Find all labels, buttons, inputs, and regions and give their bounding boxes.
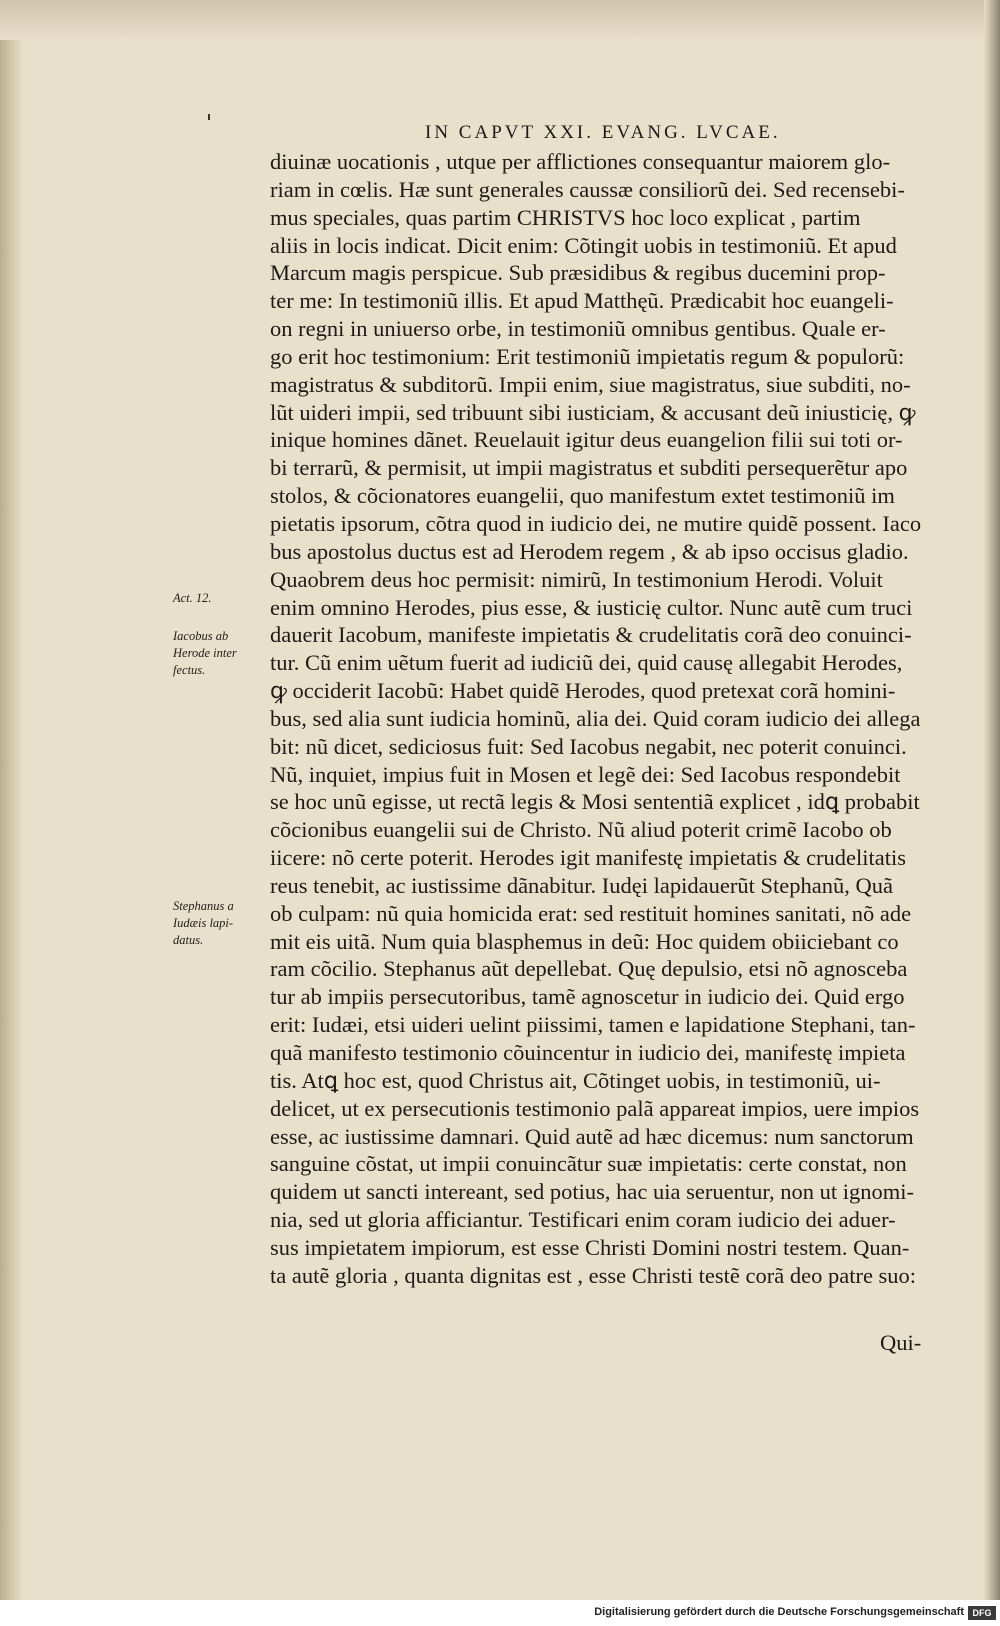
text-line: cõcionibus euangelii sui de Christo. Nũ aliud poterit crimẽ Iacobo ob [270, 817, 892, 843]
marginal-note-stephanus [173, 898, 234, 949]
marginal-line: Iudæis lapi- [173, 916, 234, 930]
marginal-note-acts [173, 590, 212, 607]
text-line: aliis in locis indicat. Dicit enim: Cõtingit uobis in testimoniũ. Et apud [270, 232, 897, 258]
page-top-edge [0, 0, 1000, 38]
text-line: tur. Cũ enim uẽtum fuerit ad iudiciũ dei, quid causę allegabit Herodes, [270, 650, 903, 676]
funding-notice: Digitalisierung gefördert durch die Deutsche Forschungsgemeinschaft [594, 1606, 964, 1618]
text-line: tis. Atꝗ hoc est, quod Christus ait, Cõtinget uobis, in testimoniũ, ui- [270, 1067, 881, 1093]
text-line: mit eis uitã. Num quia blasphemus in deũ: Hoc quidem obiiciebant co [270, 928, 899, 954]
text-line: delicet, ut ex persecutionis testimonio palã appareat impios, uere impios [270, 1095, 920, 1121]
text-line: esse, ac iustissime damnari. Quid autẽ ad hæc dicemus: num sanctorum [270, 1123, 914, 1149]
footer-bar [0, 1600, 1000, 1626]
running-head: IN CAPVT XXI. EVANG. LVCAE. [425, 122, 781, 143]
text-line: reus tenebit, ac iustissime dãnabitur. Iudęi lapidauerũt Stephanũ, Quã [270, 872, 893, 898]
text-line: dauerit Iacobum, manifeste impietatis & crudelitatis corã deo conuinci- [270, 622, 912, 648]
text-line: on regni in uniuerso orbe, in testimoniũ omnibus gentibus. Quale er- [270, 316, 886, 342]
marginal-note-iacobus [173, 628, 237, 679]
page-left-edge [0, 40, 22, 1600]
text-line: nia, sed ut gloria afficiantur. Testificari enim coram iudicio dei aduer- [270, 1207, 896, 1233]
text-line: mus speciales, quas partim CHRISTVS hoc loco explicat , partim [270, 204, 861, 230]
text-line: bi terrarũ, & permisit, ut impii magistratus et subditi persequerẽtur apo [270, 455, 908, 481]
page-right-edge [984, 0, 1000, 1600]
marginal-line: Stephanus a [173, 899, 234, 913]
text-line: riam in cœlis. Hæ sunt generales caussæ consiliorũ dei. Sed recensebi- [270, 176, 905, 202]
marginal-line: Act. 12. [173, 591, 212, 605]
text-line: se hoc unũ egisse, ut rectã legis & Mosi sententiã explicet , idꝗ probabit [270, 789, 920, 815]
text-line: Nũ, inquiet, impius fuit in Mosen et legẽ dei: Sed Iacobus respondebit [270, 761, 901, 787]
text-line: inique homines dãnet. Reuelauit igitur deus euangelion filii sui toti or- [270, 427, 903, 453]
text-line: quã manifesto testimonio cõuincentur in iudicio dei, manifestę impieta [270, 1040, 906, 1065]
text-line: ta autẽ gloria , quanta dignitas est , esse Christi testẽ corã deo patre suo: [270, 1262, 917, 1288]
marginal-line: datus. [173, 933, 204, 947]
text-line: ram cõcilio. Stephanus aũt depellebat. Quę depulsio, etsi nõ agnosceba [270, 956, 908, 982]
text-line: bus, sed alia sunt iudicia hominũ, alia dei. Quid coram iudicio dei allega [270, 705, 921, 731]
ink-mark [208, 114, 210, 120]
catchword: Qui- [880, 1330, 922, 1355]
text-line: sanguine cõstat, ut impii conuincãtur suæ impietatis: certe constat, non [270, 1151, 907, 1177]
text-line: iicere: nõ certe poterit. Herodes igit manifestę impietatis & crudelitatis [270, 845, 907, 871]
text-line: bit: nũ dicet, sediciosus fuit: Sed Iacobus negabit, nec poterit conuinci. [270, 733, 907, 759]
text-line: pietatis ipsorum, cõtra quod in iudicio dei, ne mutire quidẽ possent. Iaco [270, 510, 922, 536]
text-line: magistratus & subditorũ. Impii enim, siue magistratus, siue subditi, no- [270, 371, 911, 397]
text-line: bus apostolus ductus est ad Herodem regem , & ab ipso occisus gladio. [270, 538, 909, 564]
text-line: ꝙ occiderit Iacobũ: Habet quidẽ Herodes, quod pretexat corã homini- [270, 678, 896, 704]
text-line: enim omnino Herodes, pius esse, & iusticię cultor. Nunc autẽ cum truci [270, 594, 913, 620]
text-line: tur ab impiis persecutoribus, tamẽ agnoscetur in iudicio dei. Quid ergo [270, 984, 905, 1010]
text-line: ter me: In testimoniũ illis. Et apud Matthęũ. Prædicabit hoc euangeli- [270, 288, 894, 314]
text-line: Marcum magis perspicue. Sub præsidibus & regibus ducemini prop- [270, 260, 886, 286]
marginal-line: Herode inter [173, 646, 237, 660]
text-line: erit: Iudæi, etsi uideri uelint piissimi, tamen e lapidatione Stephani, tan- [270, 1012, 916, 1038]
text-line: quidem ut sancti intereant, sed potius, hac uia seruentur, non ut ignomi- [270, 1179, 914, 1205]
body-text [270, 148, 950, 1290]
text-line: stolos, & cõcionatores euangelii, quo manifestum extet testimoniũ im [270, 483, 895, 509]
text-line: lũt uideri impii, sed tribuunt sibi iusticiam, & accusant deũ iniusticię, ꝙ [270, 399, 916, 425]
text-line: sus impietatem impiorum, est esse Christi Domini nostri testem. Quan- [270, 1234, 910, 1260]
text-line: Quaobrem deus hoc permisit: nimirũ, In testimonium Herodi. Voluit [270, 566, 883, 592]
text-line: go erit hoc testimonium: Erit testimoniũ impietatis regum & populorũ: [270, 343, 905, 369]
marginal-line: Iacobus ab [173, 629, 229, 643]
text-line: diuinæ uocationis , utque per afflictiones consequantur maiorem glo- [270, 149, 891, 174]
marginal-line: fectus. [173, 663, 206, 677]
text-line: ob culpam: nũ quia homicida erat: sed restituit homines sanitati, nõ ade [270, 900, 912, 926]
dfg-logo-icon: DFG [968, 1606, 996, 1620]
